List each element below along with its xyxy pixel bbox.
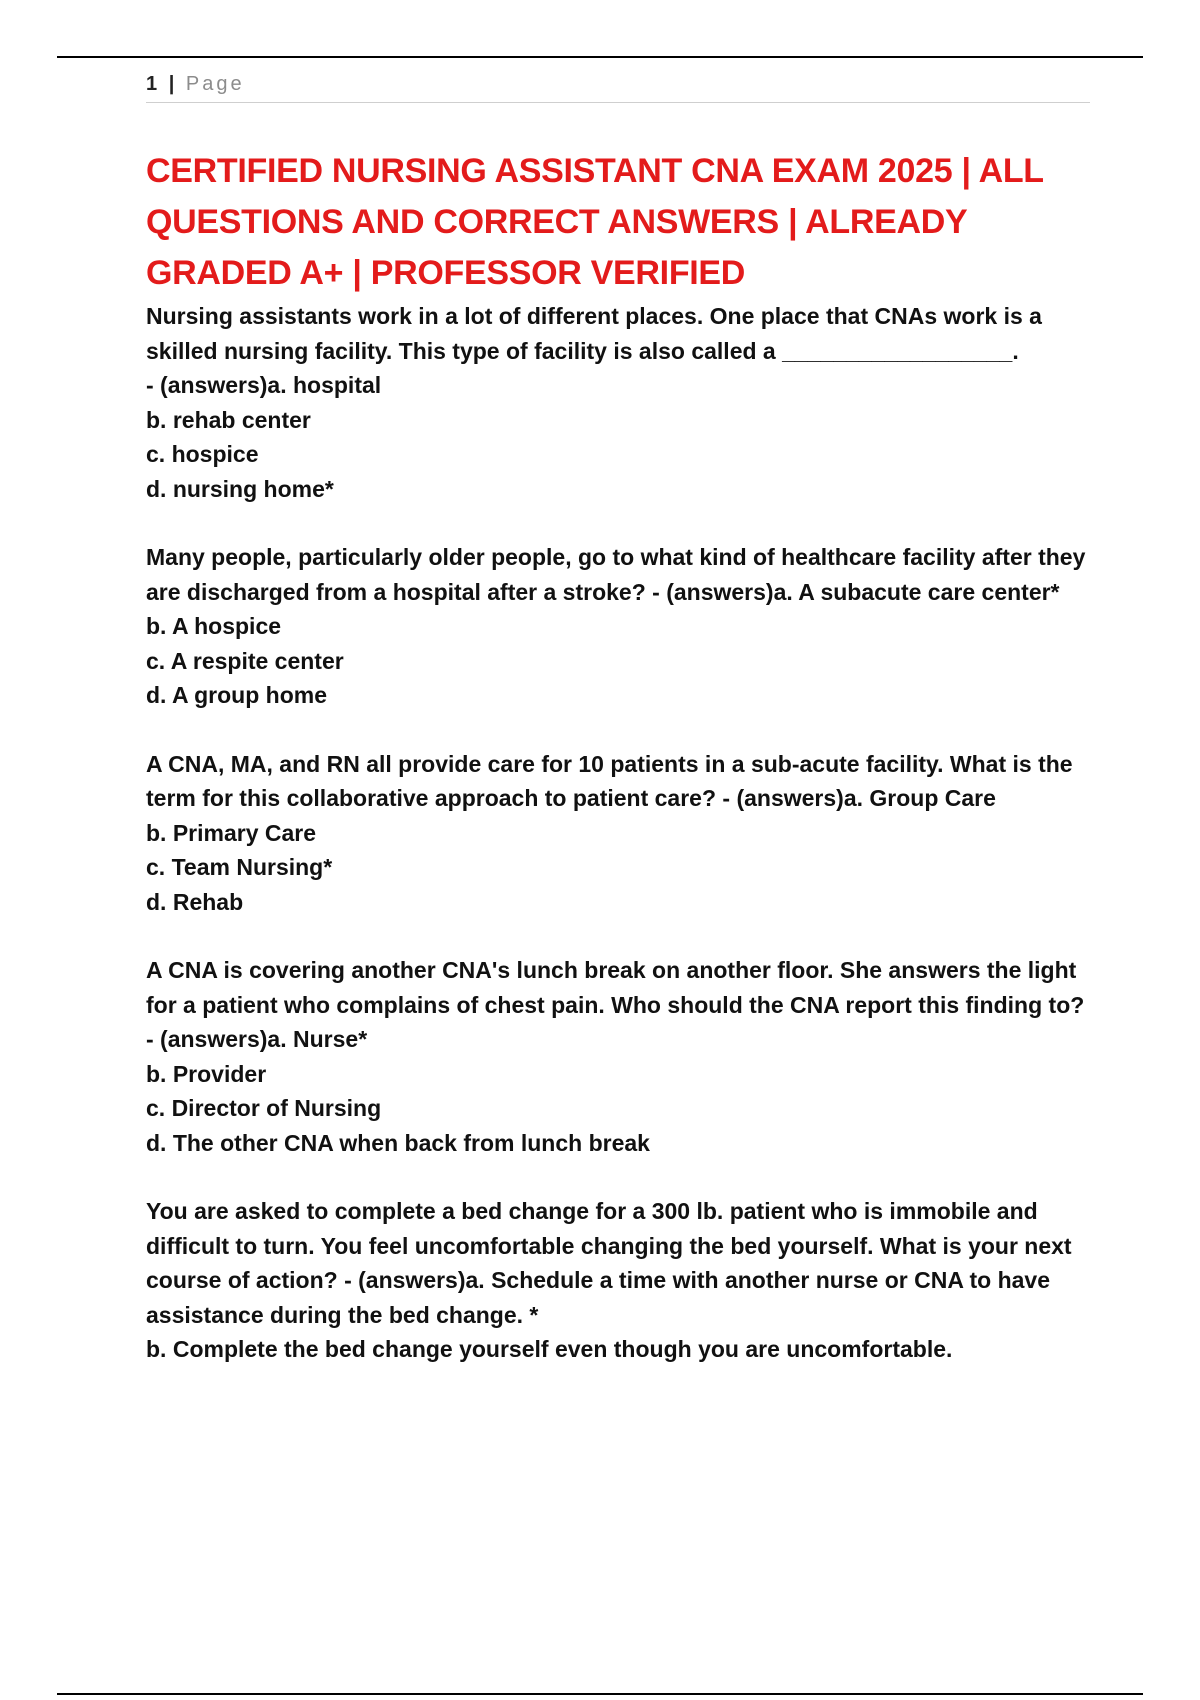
answer-option: c. Team Nursing*: [146, 854, 333, 880]
question-text: A CNA is covering another CNA's lunch break on another floor. She answers the light for a patient who complains of chest pain. Who should the CNA report this finding to? - (answers)a. Nurse*: [146, 957, 1085, 1052]
answer-option: c. A respite center: [146, 647, 344, 674]
question-text: A CNA, MA, and RN all provide care for 10 patients in a sub-acute facility. What is the term for this collaborative approach to patient care? - (answers)a. Group Care: [146, 750, 1073, 811]
question-text: Many people, particularly older people, go to what kind of healthcare facility after they are discharged from a hospital after a stroke? - (answers)a. A subacute care center*: [146, 544, 1086, 605]
answer-option: b. Complete the bed change yourself even though you are uncomfortable.: [146, 1336, 953, 1362]
answer-option: d. The other CNA when back from lunch break: [146, 1129, 650, 1156]
answer-option: d. nursing home*: [146, 475, 334, 502]
answer-option: c. hospice: [146, 441, 259, 467]
page-header: [146, 70, 1090, 103]
answer-option: b. Provider: [146, 1060, 267, 1087]
page-number: 1: [146, 73, 159, 95]
page-label: Page: [185, 73, 245, 95]
answer-option: b. Primary Care: [146, 819, 317, 846]
question-block-5: [146, 1194, 1096, 1367]
document-title: CERTIFIED NURSING ASSISTANT CNA EXAM 2025 | ALL QUESTIONS AND CORRECT ANSWERS | ALREADY GRADED A+ | PROFESSOR VERIFIED: [146, 152, 1044, 292]
answer-option: - (answers)a. hospital: [146, 372, 382, 398]
answer-option: d. A group home: [146, 682, 328, 708]
document-body: [146, 146, 1096, 1401]
answer-option: d. Rehab: [146, 888, 244, 915]
answer-option: c. Director of Nursing: [146, 1095, 382, 1121]
question-text: You are asked to complete a bed change for a 300 lb. patient who is immobile and difficult to turn. You feel uncomfortable changing the bed yourself. What is your next course of action? - (answers)a. Schedule a time with another nurse or CNA to have assistance during the bed change. *: [146, 1198, 1072, 1328]
top-rule: [57, 56, 1143, 58]
answer-option: b. rehab center: [146, 406, 311, 433]
header-separator: |: [168, 73, 176, 95]
question-block-1: [146, 299, 1096, 506]
question-block-4: [146, 953, 1096, 1160]
question-block-3: [146, 747, 1096, 920]
question-block-2: [146, 540, 1096, 713]
bottom-rule: [57, 1693, 1143, 1695]
question-text: Nursing assistants work in a lot of different places. One place that CNAs work is a skilled nursing facility. This type of facility is also called a __________________.: [146, 303, 1042, 364]
answer-option: b. A hospice: [146, 613, 282, 639]
